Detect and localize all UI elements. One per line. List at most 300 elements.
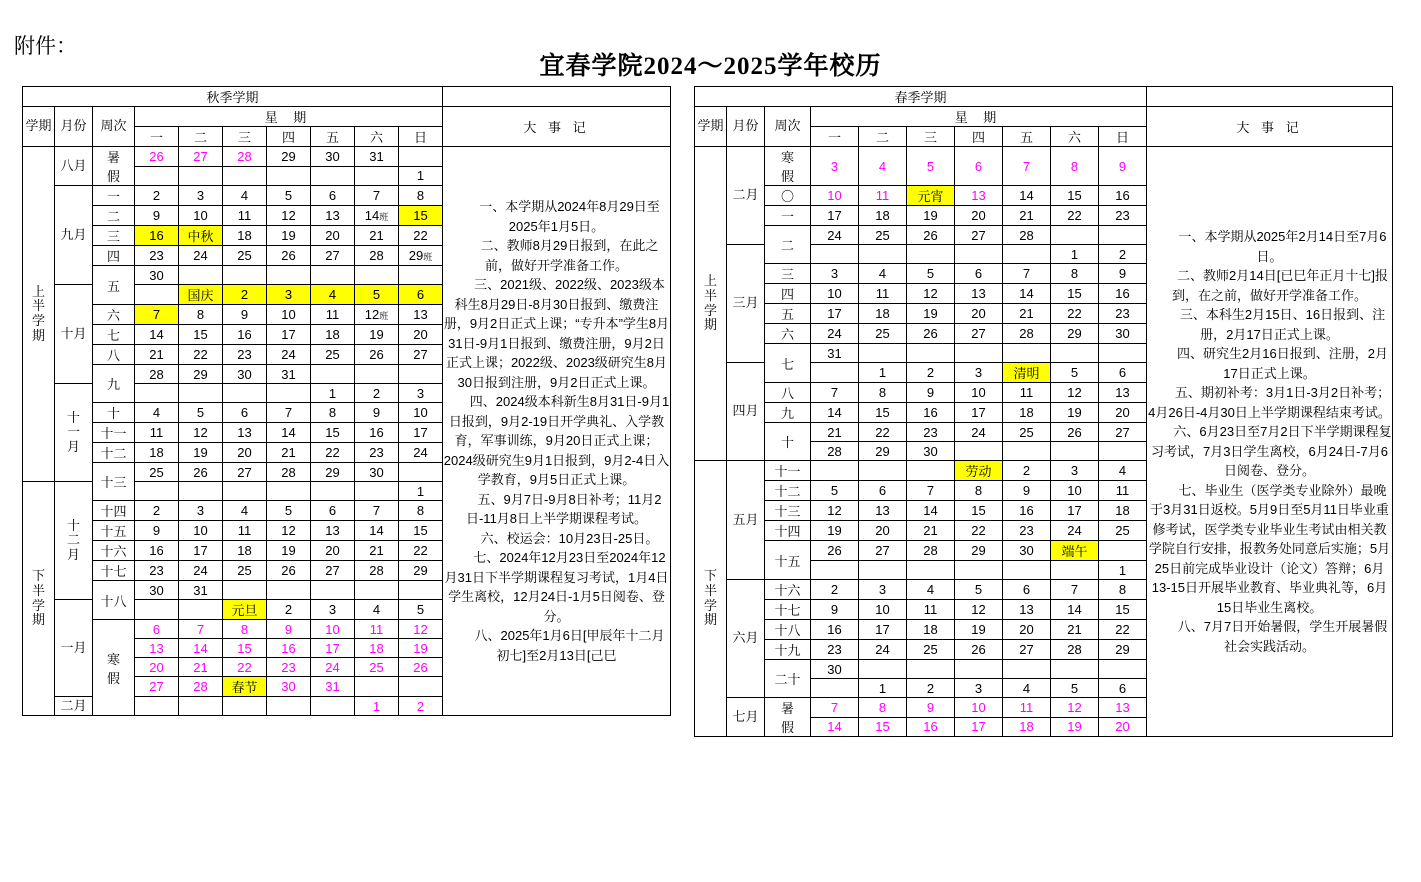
date-cell: 2 [1003,461,1051,481]
date-cell [135,285,179,305]
date-cell [399,147,443,167]
date-cell: 30 [355,463,399,482]
date-cell: 2 [135,501,179,521]
date-cell: 16 [1099,284,1147,304]
month-label: 十月 [55,285,93,384]
date-cell [955,344,1003,363]
weekday-header-2: 二 [859,127,907,147]
date-cell: 26 [355,345,399,365]
spring-events [1147,147,1393,737]
event-item: 三、本科生2月15日、16日报到、注册，2月17日正式上课。 [1179,307,1386,342]
event-item: 六、6月23日至7月2日下半学期课程复习考试，7月3日学生离校，6月24日-7月6日阅卷、登分。 [1151,424,1392,478]
date-cell [955,245,1003,264]
month-label: 二月 [55,697,93,716]
weekday-header-7: 日 [1099,127,1147,147]
week-number: 三 [93,226,135,246]
event-item: 七、毕业生（医学类专业除外）最晚于3月31日返校。5月9日至5月11日毕业重修考试，医学类专业毕业生考试由相关教学院自行安排，报教务处同意后实施；5月25日前完成毕业设计（论文）答辩；6月13-15日开展毕业教育、毕业典礼等，6月15日毕业生离校。 [1148,482,1391,615]
date-cell: 6 [135,620,179,639]
date-cell: 25 [223,246,267,266]
date-cell: 18 [223,541,267,561]
date-cell: 18 [311,325,355,345]
date-cell [355,581,399,600]
date-cell [355,677,399,697]
date-cell: 29 [399,561,443,581]
date-cell: 5 [907,264,955,284]
date-cell: 10 [267,305,311,325]
weekday-header-7: 日 [399,127,443,147]
date-cell: 9 [811,600,859,620]
date-cell: 10 [955,383,1003,403]
date-cell: 26 [1051,423,1099,442]
date-cell: 8 [223,620,267,639]
date-cell: 17 [955,403,1003,423]
date-cell [1051,344,1099,363]
date-cell: 21 [355,226,399,246]
week-number: 五 [765,304,811,324]
date-cell: 15 [399,206,443,226]
month-label: 十 二 月 [55,482,93,600]
date-cell: 2 [399,697,443,716]
autumn-sheet [22,86,671,716]
date-cell: 10 [811,284,859,304]
date-cell: 22 [223,658,267,677]
event-item: 八、7月7日开始暑假，学生开展暑假社会实践活动。 [1177,619,1388,654]
date-cell [811,561,859,580]
date-cell [811,461,859,481]
week-number: 十八 [93,581,135,620]
date-cell: 9 [135,206,179,226]
date-cell: 3 [179,501,223,521]
date-cell: 4 [859,147,907,186]
date-cell [179,697,223,716]
festival-cell: 元宵 [907,186,955,206]
date-cell: 20 [1099,403,1147,423]
date-cell [311,365,355,384]
week-number: 二 [93,206,135,226]
date-cell [907,245,955,264]
date-cell [311,697,355,716]
date-cell: 8 [179,305,223,325]
date-cell: 2 [355,384,399,403]
date-cell: 26 [135,147,179,167]
date-cell: 28 [811,442,859,461]
date-cell: 2 [907,679,955,698]
date-cell: 5 [399,600,443,620]
date-cell: 23 [223,345,267,365]
date-cell: 16 [135,226,179,246]
week-number: 六 [93,305,135,325]
date-cell: 14班 [355,206,399,226]
date-cell: 21 [1051,620,1099,640]
date-cell: 27 [223,463,267,482]
week-number: 七 [765,344,811,383]
week-number: 十六 [765,580,811,600]
autumn-events [443,147,671,716]
date-cell: 4 [311,285,355,305]
date-cell: 20 [311,541,355,561]
date-cell: 3 [955,679,1003,698]
date-cell [1051,442,1099,461]
date-cell: 22 [311,443,355,463]
date-cell: 7 [135,305,179,325]
date-cell [223,266,267,285]
week-number: 寒 假 [765,147,811,186]
date-cell [311,581,355,600]
date-cell: 28 [907,541,955,561]
date-cell: 5 [179,403,223,423]
date-cell [223,482,267,501]
page-title: 宜春学院2024～2025学年校历 [539,53,882,80]
date-cell: 22 [859,423,907,442]
date-cell: 7 [355,501,399,521]
date-cell [355,482,399,501]
date-cell: 5 [1051,679,1099,698]
date-cell: 12 [811,501,859,521]
date-cell: 24 [267,345,311,365]
date-cell: 13 [859,501,907,521]
date-cell: 2 [907,363,955,383]
date-cell: 26 [267,561,311,581]
date-cell: 21 [811,423,859,442]
date-cell: 23 [135,561,179,581]
date-cell: 16 [907,403,955,423]
date-cell: 22 [1051,304,1099,324]
date-cell: 24 [179,246,223,266]
date-cell: 25 [1099,521,1147,541]
date-cell: 9 [907,698,955,718]
date-cell: 25 [223,561,267,581]
spring-sheet [694,86,1393,737]
week-number: 一 [765,206,811,226]
date-cell: 14 [811,403,859,423]
date-cell: 11 [1003,383,1051,403]
date-cell: 20 [311,226,355,246]
date-cell: 28 [355,246,399,266]
date-cell: 14 [179,639,223,658]
week-number: 一 [93,186,135,206]
date-cell: 6 [955,147,1003,186]
date-cell [907,344,955,363]
festival-cell: 清明 [1003,363,1051,383]
date-cell: 15 [859,403,907,423]
date-cell [223,166,267,186]
date-cell [311,166,355,186]
date-cell: 16 [223,325,267,345]
date-cell: 8 [859,383,907,403]
date-cell: 31 [811,344,859,363]
date-cell: 17 [955,717,1003,737]
week-number: 八 [93,345,135,365]
date-cell: 28 [1003,226,1051,245]
week-number: 十五 [765,541,811,580]
date-cell: 4 [1099,461,1147,481]
date-cell: 16 [135,541,179,561]
date-cell: 19 [907,304,955,324]
date-cell: 20 [135,658,179,677]
date-cell: 5 [355,285,399,305]
date-cell: 10 [399,403,443,423]
date-cell: 17 [811,304,859,324]
date-cell: 4 [135,403,179,423]
date-cell: 24 [955,423,1003,442]
week-number: 二 [765,226,811,264]
date-cell: 13 [1099,383,1147,403]
date-cell [1099,226,1147,245]
date-cell: 20 [955,206,1003,226]
date-cell [859,461,907,481]
date-cell: 19 [1051,403,1099,423]
date-cell: 6 [1099,363,1147,383]
date-cell: 6 [399,285,443,305]
date-cell: 27 [179,147,223,167]
date-cell: 14 [355,521,399,541]
date-cell: 8 [1051,264,1099,284]
date-cell: 13 [311,206,355,226]
date-cell: 25 [311,345,355,365]
date-cell: 19 [179,443,223,463]
event-item: 一、本学期从2024年8月29日至2025年1月5日。 [479,199,660,234]
date-cell [907,561,955,580]
date-cell [811,363,859,383]
date-cell: 28 [223,147,267,167]
date-cell: 27 [311,561,355,581]
col-header-month: 月份 [55,107,93,147]
date-cell [135,600,179,620]
date-cell [399,266,443,285]
date-cell [223,581,267,600]
date-cell: 15 [1051,186,1099,206]
date-cell: 26 [267,246,311,266]
date-cell [399,581,443,600]
month-label: 九月 [55,186,93,285]
date-cell [267,482,311,501]
date-cell: 19 [1051,717,1099,737]
date-cell: 24 [859,640,907,660]
week-number: 暑 假 [93,147,135,186]
date-cell: 3 [311,600,355,620]
date-cell [1051,660,1099,679]
date-cell [955,660,1003,679]
date-cell: 3 [179,186,223,206]
date-cell: 12 [399,620,443,639]
date-cell [135,482,179,501]
col-header-week: 周次 [765,107,811,147]
date-cell: 11 [1003,698,1051,718]
week-number: 六 [765,324,811,344]
event-item: 八、2025年1月6日[甲辰年十二月初七]至2月13日[己巳 [474,628,665,663]
date-cell: 11 [355,620,399,639]
date-cell: 11 [1099,481,1147,501]
date-cell: 6 [223,403,267,423]
date-cell: 9 [1003,481,1051,501]
date-cell: 27 [311,246,355,266]
weekday-header-6: 六 [355,127,399,147]
date-cell [859,660,907,679]
date-cell: 23 [811,640,859,660]
date-cell [179,266,223,285]
date-cell: 5 [955,580,1003,600]
date-cell: 17 [811,206,859,226]
date-cell: 13 [955,186,1003,206]
event-item: 四、研究生2月16日报到、注册，2月17日正式上课。 [1177,346,1388,381]
date-cell: 14 [1003,186,1051,206]
festival-cell: 中秋 [179,226,223,246]
date-cell: 6 [1099,679,1147,698]
date-cell [355,365,399,384]
date-cell: 2 [1099,245,1147,264]
date-cell: 10 [859,600,907,620]
date-cell: 11 [859,284,907,304]
date-cell [1003,561,1051,580]
date-cell: 13 [223,423,267,443]
date-cell: 23 [1099,206,1147,226]
date-cell: 29 [1099,640,1147,660]
date-cell [399,677,443,697]
date-cell: 21 [1003,304,1051,324]
date-cell: 1 [399,166,443,186]
date-cell: 17 [311,639,355,658]
date-cell [811,679,859,698]
date-cell: 4 [907,580,955,600]
date-cell: 14 [1003,284,1051,304]
date-cell: 23 [267,658,311,677]
date-cell: 13 [1003,600,1051,620]
date-cell: 26 [907,324,955,344]
date-cell: 13 [135,639,179,658]
date-cell: 12 [179,423,223,443]
date-cell: 30 [1099,324,1147,344]
month-label: 二月 [727,147,765,245]
date-cell: 9 [1099,147,1147,186]
date-cell: 3 [811,147,859,186]
date-cell: 16 [355,423,399,443]
date-cell: 7 [811,698,859,718]
date-cell: 19 [355,325,399,345]
date-cell [267,166,311,186]
date-cell [859,344,907,363]
date-cell: 12 [267,521,311,541]
date-cell: 11 [311,305,355,325]
week-number: 暑 假 [765,698,811,737]
date-cell: 7 [179,620,223,639]
date-cell: 11 [223,206,267,226]
date-cell: 2 [223,285,267,305]
month-label: 三月 [727,245,765,363]
week-number: 寒 假 [93,620,135,716]
date-cell: 18 [859,304,907,324]
week-number: 九 [93,365,135,403]
festival-cell: 国庆 [179,285,223,305]
col-header-weekdays: 星 期 [811,107,1147,127]
date-cell: 11 [907,600,955,620]
date-cell: 24 [179,561,223,581]
date-cell: 29 [311,463,355,482]
weekday-header-4: 四 [267,127,311,147]
date-cell: 31 [355,147,399,167]
date-cell: 20 [955,304,1003,324]
date-cell: 10 [311,620,355,639]
date-cell: 23 [1099,304,1147,324]
date-cell: 9 [907,383,955,403]
date-cell: 18 [135,443,179,463]
date-cell: 27 [1099,423,1147,442]
date-cell: 2 [811,580,859,600]
date-cell [267,581,311,600]
date-cell: 17 [859,620,907,640]
date-cell: 29 [1051,324,1099,344]
date-cell: 19 [267,226,311,246]
date-cell: 1 [355,697,399,716]
week-number: 九 [765,403,811,423]
week-number: 二十 [765,660,811,698]
col-header-week: 周次 [93,107,135,147]
date-cell: 25 [859,226,907,245]
date-cell [223,384,267,403]
col-header-term: 学期 [695,107,727,147]
date-cell: 14 [1051,600,1099,620]
date-cell: 21 [907,521,955,541]
date-cell [1003,245,1051,264]
date-cell: 25 [859,324,907,344]
date-cell: 3 [955,363,1003,383]
date-cell: 11 [223,521,267,541]
date-cell: 27 [1003,640,1051,660]
date-cell [267,384,311,403]
date-cell: 16 [1099,186,1147,206]
date-cell: 17 [1051,501,1099,521]
date-cell: 8 [955,481,1003,501]
date-cell: 25 [907,640,955,660]
date-cell [907,660,955,679]
week-number: 〇 [765,186,811,206]
event-item: 二、教师2月14日[已巳年正月十七]报到，在之前，做好开学准备工作。 [1171,268,1388,303]
date-cell: 26 [179,463,223,482]
date-cell: 18 [1003,403,1051,423]
date-cell: 20 [859,521,907,541]
week-number: 三 [765,264,811,284]
date-cell: 26 [811,541,859,561]
date-cell: 31 [267,365,311,384]
date-cell: 22 [955,521,1003,541]
term-label-first-half: 上 半 学 期 [695,147,727,461]
date-cell [955,561,1003,580]
date-cell: 20 [399,325,443,345]
date-cell: 21 [135,345,179,365]
spring-table [694,86,1393,737]
date-cell: 28 [267,463,311,482]
autumn-table [22,86,671,716]
date-cell [1099,344,1147,363]
date-cell: 5 [1051,363,1099,383]
date-cell: 27 [859,541,907,561]
date-cell: 8 [399,501,443,521]
festival-cell: 春节 [223,677,267,697]
date-cell: 14 [811,717,859,737]
date-cell: 27 [135,677,179,697]
date-cell: 11 [859,186,907,206]
date-cell: 12 [1051,698,1099,718]
date-cell: 21 [1003,206,1051,226]
date-cell [311,266,355,285]
date-cell [1099,442,1147,461]
event-item: 四、2024级本科新生8月31日-9月1日报到，9月2-19日开学典礼、入学教育，军事训练，9月20日正式上课；2024级研究生9月1日报到，9月2-4日入学教育，9月5日正式上课。 [443,394,670,487]
month-label: 四月 [727,363,765,461]
date-cell: 20 [223,443,267,463]
calendar-week-row [23,147,671,167]
date-cell: 28 [179,677,223,697]
date-cell: 12 [267,206,311,226]
date-cell: 30 [223,365,267,384]
